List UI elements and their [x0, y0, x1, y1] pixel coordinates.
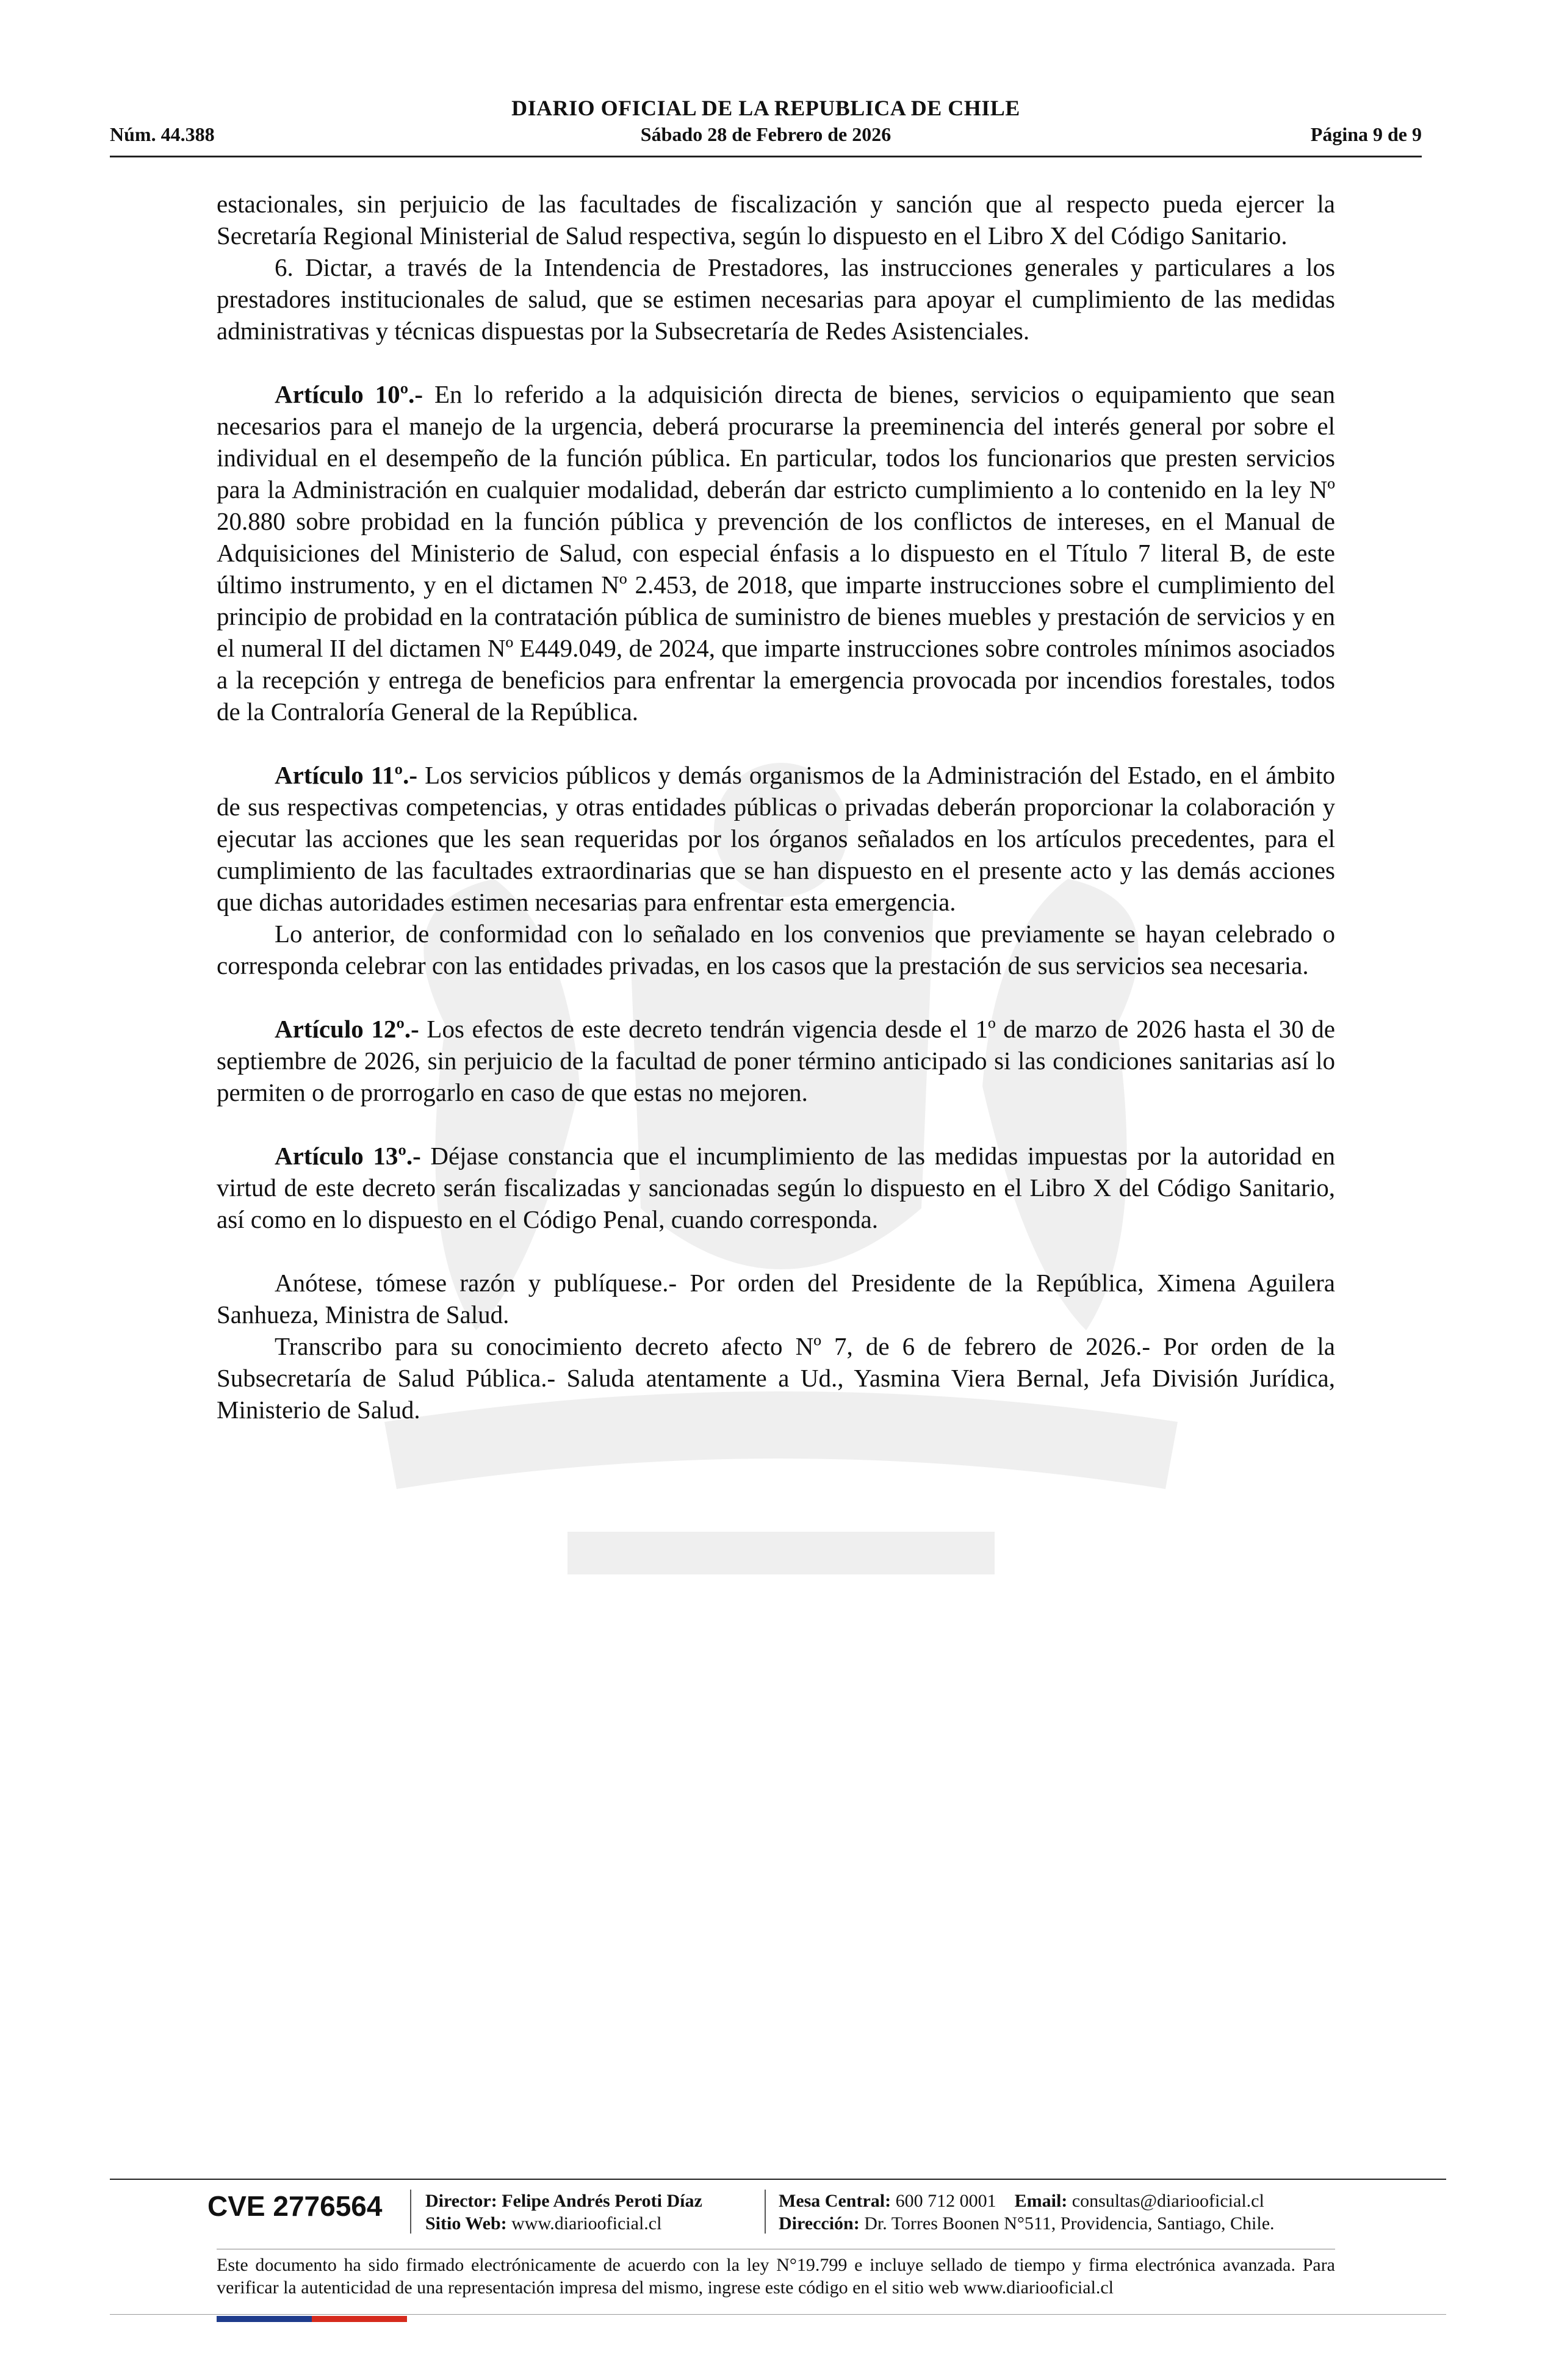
address-line: [779, 2212, 1275, 2235]
page-header: [110, 92, 1422, 159]
footer-divider-top: [110, 2179, 1446, 2180]
email-label: Email:: [1014, 2191, 1068, 2211]
website-label: Sitio Web:: [425, 2213, 507, 2234]
electronic-signature-note: Este documento ha sido firmado electrónicamente de acuerdo con la ley N°19.799 e incluye sellado de tiempo y firma electrónica avanzada. Para verificar la autenticidad de una representación impresa del mismo, ingrese este código en el sitio web www.diariooficial.cl: [217, 2255, 1335, 2298]
website-link[interactable]: www.diariooficial.cl: [511, 2213, 662, 2234]
article-10-label: Artículo 10º.-: [275, 380, 423, 408]
article-11: [217, 759, 1335, 918]
article-12: [217, 1013, 1335, 1108]
website-line: [425, 2212, 702, 2235]
email-link[interactable]: consultas@diariooficial.cl: [1072, 2191, 1264, 2211]
director-name: Felipe Andrés Peroti Díaz: [502, 2191, 702, 2211]
flag-stripe: [217, 2316, 407, 2322]
article-10-text: En lo referido a la adquisición directa de bienes, servicios o equipamiento que sean necesarios para el manejo de la urgencia, deberá procurarse la preeminencia del interés general por sobre el individual en el desempeño de la función pública. En particular, todos los funcionarios que presten servicios para la Administración en cualquier modalidad, deberán dar estricto cumplimiento a lo contenido en la ley Nº 20.880 sobre probidad en la función pública y prevención de los conflictos de intereses, en el Manual de Adquisiciones del Ministerio de Salud, con especial énfasis a lo dispuesto en el Título 7 literal B, de este último instrumento, y en el dictamen Nº 2.453, de 2018, que imparte instrucciones sobre el cumplimiento del principio de probidad en la contratación pública de suministro de bienes muebles y prestación de servicios y en el numeral II del dictamen Nº E449.049, de 2024, que imparte instrucciones sobre controles mínimos asociados a la recepción y entrega de beneficios para enfrentar la emergencia provocada por incendios forestales, todos de la Contraloría General de la República.: [217, 380, 1335, 726]
document-body: [217, 188, 1335, 1426]
issue-date: Sábado 28 de Febrero de 2026: [640, 123, 891, 145]
paragraph-item-6: 6. Dictar, a través de la Intendencia de Prestadores, las instrucciones generales y particulares a los prestadores institucionales de salud, que se estimen necesarias para apoyar el cumplimiento de las medidas administrativas y técnicas dispuestas por la Subsecretaría de Redes Asistenciales.: [217, 253, 1335, 345]
address-label: Dirección:: [779, 2213, 860, 2234]
flag-stripe-red: [312, 2316, 407, 2322]
director-line: [425, 2190, 702, 2212]
footer-divider-bottom: [110, 2314, 1446, 2315]
paragraph-continuation: estacionales, sin perjuicio de las facultades de fiscalización y sanción que al respecto pueda ejercer la Secretaría Regional Ministerial de Salud respectiva, según lo dispuesto en el Libro X del Código Sanitario.: [217, 190, 1335, 250]
contact-line: [779, 2190, 1275, 2212]
article-13-label: Artículo 13º.-: [275, 1142, 421, 1170]
article-12-text: Los efectos de este decreto tendrán vigencia desde el 1º de marzo de 2026 hasta el 30 de septiembre de 2026, sin perjuicio de la facultad de poner término anticipado si las condiciones sanitarias así lo permiten o de prorrogarlo en caso de que estas no mejoren.: [217, 1015, 1335, 1106]
address-value: Dr. Torres Boonen N°511, Providencia, Santiago, Chile.: [864, 2213, 1275, 2234]
article-11-text: Los servicios públicos y demás organismos de la Administración del Estado, en el ámbito de sus respectivas competencias, y otras entidades públicas o privadas deberán proporcionar la colaboración y ejecutar las acciones que les sean requeridas por los órganos señalados en los artículos precedentes, para el cumplimiento de las facultades extraordinarias que se han dispuesto en el presente acto y las demás acciones que dichas autoridades estimen necesarias para enfrentar esta emergencia.: [217, 761, 1335, 916]
flag-stripe-blue: [217, 2316, 312, 2322]
article-11-label: Artículo 11º.-: [275, 761, 417, 789]
cve-code: CVE 2776564: [207, 2190, 383, 2222]
article-13: [217, 1140, 1335, 1235]
publication-title: DIARIO OFICIAL DE LA REPUBLICA DE CHILE: [511, 96, 1020, 120]
mesa-value: 600 712 0001: [895, 2191, 996, 2211]
article-10: [217, 378, 1335, 727]
footer-contact-block: [779, 2190, 1275, 2235]
transcription-paragraph: Transcribo para su conocimiento decreto afecto Nº 7, de 6 de febrero de 2026.- Por orden de la Subsecretaría de Salud Pública.- Saluda atentamente a Ud., Yasmina Viera Bernal, Jefa División Jurídica, Ministerio de Salud.: [217, 1332, 1335, 1424]
footer-separator: [410, 2190, 411, 2234]
mesa-label: Mesa Central:: [779, 2191, 891, 2211]
footer-director-block: [425, 2190, 702, 2235]
article-11-paragraph-2: Lo anterior, de conformidad con lo señalado en los convenios que previamente se hayan celebrado o corresponda celebrar con las entidades privadas, en los casos que la prestación de sus servicios sea necesaria.: [217, 920, 1335, 979]
issue-number: Núm. 44.388: [110, 123, 215, 145]
director-label: Director:: [425, 2191, 497, 2211]
page-number: Página 9 de 9: [1310, 123, 1422, 145]
footer-separator: [765, 2190, 766, 2234]
article-12-label: Artículo 12º.-: [275, 1015, 419, 1043]
closing-paragraph: Anótese, tómese razón y publíquese.- Por orden del Presidente de la República, Ximena Aguilera Sanhueza, Ministra de Salud.: [217, 1269, 1335, 1329]
header-divider: [110, 156, 1422, 157]
article-13-text: Déjase constancia que el incumplimiento de las medidas impuestas por la autoridad en virtud de este decreto serán fiscalizadas y sancionadas según lo dispuesto en el Libro X del Código Sanitario, así como en lo dispuesto en el Código Penal, cuando corresponda.: [217, 1142, 1335, 1233]
